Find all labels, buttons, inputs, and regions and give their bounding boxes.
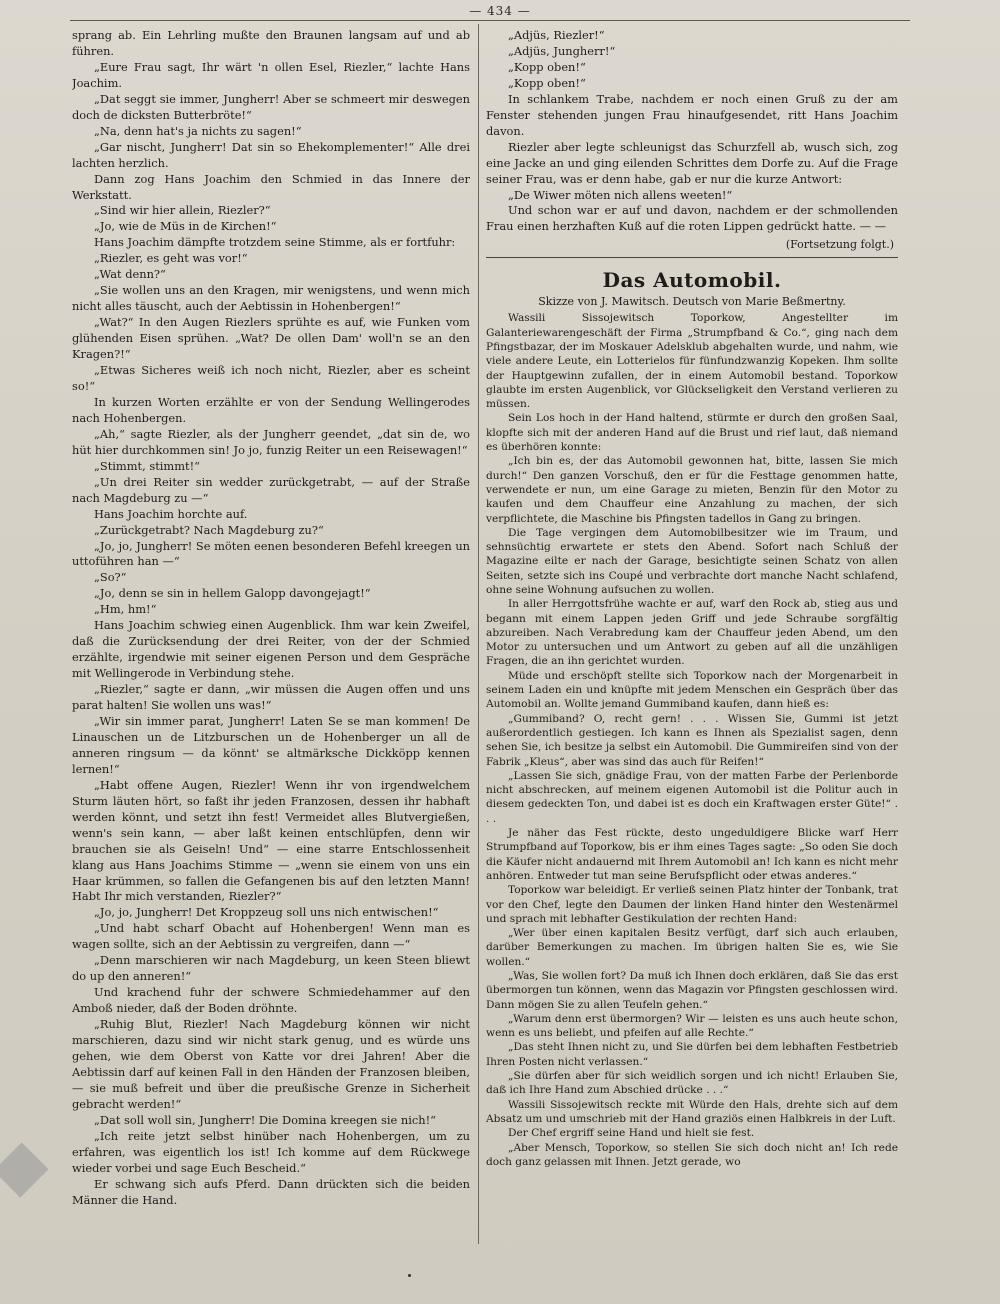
paragraph: „Kopp oben!“ [508, 75, 586, 90]
serial-continuation [486, 28, 898, 235]
paragraph: Hans Joachim horchte auf. [94, 506, 248, 521]
paragraph: „Ruhig Blut, Riezler! Nach Magdeburg können wir nicht marschieren, dazu sind wir nicht stark genug, und es würde uns gehen, wie dem Oberst von Katte vor drei Jahren! Aber die Aebtissin darf auf keinen Fall in den Händen der Franzosen bleiben, — sie muß befreit und über die preußische Grenze in Sicherheit gebracht werden!“ [72, 1017, 470, 1111]
paragraph: Die Tage vergingen dem Automobilbesitzer wie im Traum, und sehnsüchtig erwartete er stets den Abend. Sofort nach Schluß der Magazine eilte er nach der Garage, besichtigte seinen Schatz von allen Seiten, setzte sich ins Coupé und verbrachte dort manche Nacht schlafend, ohne seine Wohnung aufsuchen zu wollen. [486, 526, 898, 596]
paragraph: Er schwang sich aufs Pferd. Dann drückten sich die beiden Männer die Hand. [72, 1176, 470, 1207]
paper-speck [408, 1274, 411, 1277]
paragraph: „Adjüs, Riezler!“ [508, 28, 605, 42]
paragraph: „Riezler,“ sagte er dann, „wir müssen die Augen offen und uns parat halten! Sie wollen uns was!“ [72, 682, 470, 713]
paragraph: „Wat?“ In den Augen Riezlers sprühte es auf, wie Funken vom glühenden Eisen sprühen. „Wat? De ollen Dam' woll'n se an den Kragen?!“ [72, 315, 470, 362]
paragraph: Riezler aber legte schleunigst das Schurzfell ab, wusch sich, zog eine Jacke an und ging eilenden Schrittes dem Dorfe zu. Auf die Frage seiner Frau, was er denn habe, gab er nur die kurze Antwort: [486, 139, 898, 186]
paragraph: Wassili Sissojewitsch reckte mit Würde den Hals, drehte sich auf dem Absatz um und umschrieb mit der Hand graziös einen Halbkreis in der Luft. [486, 1098, 898, 1125]
paragraph: „Aber Mensch, Toporkow, so stellen Sie sich doch nicht an! Ich rede doch ganz gelassen mit Ihnen. Jetzt gerade, wo [486, 1141, 898, 1168]
paragraph: In kurzen Worten erzählte er von der Sendung Wellingerodes nach Hohenbergen. [72, 394, 470, 425]
paragraph: sprang ab. Ein Lehrling mußte den Braunen langsam auf und ab führen. [72, 28, 470, 58]
paragraph: „Jo, denn se sin in hellem Galopp davongejagt!“ [94, 586, 371, 601]
paragraph: „Jo, jo, Jungherr! Det Kroppzeug soll uns nich entwischen!“ [94, 905, 439, 920]
paragraph: „Stimmt, stimmt!“ [94, 458, 200, 473]
paragraph: „Kopp oben!“ [508, 59, 586, 74]
paragraph: Und krachend fuhr der schwere Schmiedehammer auf den Amboß nieder, daß der Boden dröhnte. [72, 985, 470, 1016]
paragraph: „Jo, jo, Jungherr! Se möten eenen besonderen Befehl kreegen un uttoführen han —“ [72, 538, 470, 569]
paragraph: „Warum denn erst übermorgen? Wir — leisten es uns auch heute schon, wenn es uns beliebt, und pfeifen auf alle Rechte.“ [486, 1012, 898, 1040]
paragraph: Der Chef ergriff seine Hand und hielt sie fest. [508, 1127, 755, 1140]
paragraph: „De Wiwer möten nich allens weeten!“ [508, 187, 733, 202]
paragraph: Je näher das Fest rückte, desto ungeduldigere Blicke warf Herr Strumpfband auf Toporkow, bis er ihm eines Tages sagte: „So oden Sie doch die Käufer nicht andauernd mit Ihrem Automobil an! Ich kann es nicht mehr anhören. Entweder tut man seine Berufspflicht oder etwas anderes.“ [486, 827, 898, 882]
paragraph: „Un drei Reiter sin wedder zurückgetrabt, — auf der Straße nach Magdeburg zu —“ [72, 474, 470, 505]
paragraph: „Zurückgetrabt? Nach Magdeburg zu?“ [94, 522, 324, 537]
article-separator [486, 257, 898, 258]
paragraph: „Ah,“ sagte Riezler, als der Jungherr geendet, „dat sin de, wo hüt hier durchkommen sin! Jo jo, funzig Reiter un een Reisewagen!“ [72, 426, 470, 457]
paragraph: „Dat soll woll sin, Jungherr! Die Domina kreegen sie nich!“ [94, 1112, 436, 1127]
paragraph: „Ich reite jetzt selbst hinüber nach Hohenbergen, um zu erfahren, was eigentlich los ist! Ich komme auf dem Rückwege wieder vorbei und sage Euch Bescheid.“ [72, 1128, 470, 1175]
paragraph: „Habt offene Augen, Riezler! Wenn ihr von irgendwelchem Sturm läuten hört, so faßt ihr jeden Franzosen, dessen ihr habhaft werden könnt, und setzt ihn fest! Vermeidet alles Blutvergießen, wenn's sein kann, — aber laßt keinen entschlüpfen, denn wir brauchen sie als Geiseln! Und“ — eine starre Entschlossenheit klang aus Hans Joachims Stimme — „wenn sie einem von uns ein Haar krümmen, so fallen die Gefangenen bis auf den letzten Mann! Habt Ihr mich verstanden, Riezler?“ [72, 777, 470, 904]
paragraph: „Sie dürfen aber für sich weidlich sorgen und ich nicht! Erlauben Sie, daß ich Ihre Hand zum Abschied drücke . . .“ [486, 1070, 898, 1097]
paragraph: Und schon war er auf und davon, nachdem er der schmollenden Frau einen herzhaften Kuß auf die roten Lippen gedrückt hatte. — — [486, 203, 898, 234]
paragraph: „Etwas Sicheres weiß ich noch nicht, Riezler, aber es scheint so!“ [72, 363, 470, 393]
paragraph: „Wer über einen kapitalen Besitz verfügt, darf sich auch erlauben, darüber Bemerkungen zu machen. Im übrigen halten Sie es, wie Sie wollen.“ [486, 927, 898, 968]
paragraph: „Jo, wie de Müs in de Kirchen!“ [94, 219, 277, 234]
paragraph: „Das steht Ihnen nicht zu, und Sie dürfen bei dem lebhaften Festbetrieb Ihren Posten nicht verlassen.“ [486, 1041, 898, 1068]
article-byline: Skizze von J. Mawitsch. Deutsch von Marie Beßmertny. [538, 295, 846, 309]
paragraph: „Gummiband? O, recht gern! . . . Wissen Sie, Gummi ist jetzt außerordentlich gestiegen. Ich kann es Ihnen als Spezialist sagen, denn sehen Sie, ich besitze ja selbst ein Automobil. Die Gummireifen sind von der Fabrik „Kleus“, aber was sind das auch für Reifen!“ [486, 712, 898, 768]
paragraph: Sein Los hoch in der Hand haltend, stürmte er durch den großen Saal, klopfte sich mit der anderen Hand auf die Brust und rief laut, daß niemand es überhören konnte: [486, 412, 898, 454]
paragraph: „Riezler, es geht was vor!“ [94, 251, 248, 266]
paper-stain [0, 1142, 49, 1197]
paragraph: Dann zog Hans Joachim den Schmied in das Innere der Werkstatt. [72, 171, 470, 202]
paragraph: „Lassen Sie sich, gnädige Frau, von der matten Farbe der Perlenborde nicht abschrecken, auf meinem eigenen Automobil ist die Politur auch in diesem gedeckten Ton, und dabei ist es doch ein Kraftwagen erster Güte!“ . . . [486, 769, 898, 825]
left-column [72, 28, 470, 1238]
paragraph: In aller Herrgottsfrühe wachte er auf, warf den Rock ab, stieg aus und begann mit einem Lappen jeden Griff und jede Schraube sorgfältig abzureiben. Nach Verabredung kam der Chauffeur jeden Abend, um den Motor zu untersuchen und um Antwort zu geben auf all die unzähligen Fragen, die an ihn gerichtet wurden. [486, 598, 898, 668]
right-column [486, 28, 898, 1243]
paragraph: „Was, Sie wollen fort? Da muß ich Ihnen doch erklären, daß Sie das erst übermorgen tun können, wenn das Magazin vor Pfingsten geschlossen wird. Dann mögen Sie zu allen Teufeln gehen.“ [486, 970, 898, 1011]
article-body [486, 311, 898, 1169]
column-divider [478, 24, 479, 1244]
paragraph: „Adjüs, Jungherr!“ [508, 43, 616, 58]
paragraph: „Na, denn hat's ja nichts zu sagen!“ [94, 123, 302, 138]
paragraph: „Gar nischt, Jungherr! Dat sin so Ehekomplementer!“ Alle drei lachten herzlich. [72, 139, 470, 170]
page-number: — 434 — [469, 4, 531, 18]
top-rule [70, 20, 910, 21]
paragraph: „Wir sin immer parat, Jungherr! Laten Se se man kommen! De Linauschen un de Litzburschen un de Hohenberger un all de anneren ringsum — da könnt' se altmärksche Dickköpp kennen lernen!“ [72, 713, 470, 776]
paragraph: „Ich bin es, der das Automobil gewonnen hat, bitte, lassen Sie mich durch!“ Den ganzen Vorschuß, den er für die Festtage genommen hatte, verwendete er nun, um eine Garage zu mieten, Benzin für den Motor zu kaufen und dem Chauffeur eine Anzahlung zu machen, der sich verpflichtete, die Maschine bis Pfingsten tadellos in Gang zu bringen. [486, 455, 898, 525]
paragraph: „Sind wir hier allein, Riezler?“ [94, 203, 271, 218]
paragraph: Müde und erschöpft stellte sich Toporkow nach der Morgenarbeit in seinem Laden ein und knüpfte mit jedem Menschen ein Gespräch über das Automobil an. Wollte jemand Gummiband kaufen, dann hieß es: [486, 669, 898, 711]
paragraph: „Dat seggt sie immer, Jungherr! Aber se schmeert mir deswegen doch de dicksten Butterbröte!“ [72, 91, 470, 122]
paragraph: „Sie wollen uns an den Kragen, mir wenigstens, und wenn mich nicht alles täuscht, auch der Aebtissin in Hohenbergen!“ [72, 283, 470, 314]
paragraph: „Eure Frau sagt, Ihr wärt 'n ollen Esel, Riezler,“ lachte Hans Joachim. [72, 59, 470, 90]
paragraph: „Und habt scharf Obacht auf Hohenbergen! Wenn man es wagen sollte, sich an der Aebtissin zu vergreifen, dann —“ [72, 921, 470, 952]
paragraph: „Hm, hm!“ [94, 602, 157, 617]
paragraph: Toporkow war beleidigt. Er verließ seinen Platz hinter der Tonbank, trat vor den Chef, legte den Daumen der linken Hand hinter den Westenärmel und sprach mit lebhafter Gestikulation der rechten Hand: [486, 884, 898, 925]
paragraph: Hans Joachim schwieg einen Augenblick. Ihm war kein Zweifel, daß die Zurücksendung der drei Reiter, von der der Schmied erzählte, irgendwie mit seiner eigenen Person und dem Gespräche mit Wellingerode in Verbindung stehe. [72, 618, 470, 681]
paragraph: „So?“ [94, 570, 127, 585]
paragraph: „Wat denn?“ [94, 267, 166, 282]
paragraph: In schlankem Trabe, nachdem er noch einen Gruß zu der am Fenster stehenden jungen Frau hinaufgesendet, ritt Hans Joachim davon. [486, 91, 898, 138]
paragraph: „Denn marschieren wir nach Magdeburg, un keen Steen bliewt do up den anneren!“ [72, 953, 470, 984]
article-title: Das Automobil. [602, 268, 782, 293]
continued-note: (Fortsetzung folgt.) [785, 238, 894, 252]
paragraph: Hans Joachim dämpfte trotzdem seine Stimme, als er fortfuhr: [94, 235, 456, 250]
paragraph: Wassili Sissojewitsch Toporkow, Angestellter im Galanteriewarengeschäft der Firma „Strumpfband & Co.“, ging nach dem Pfingstbazar, der im Moskauer Adelsklub abgehalten wurde, und nahm, wie viele andere Leute, ein Lotterielos für fünfundzwanzig Kopeken. Ihm sollte der Hauptgewinn zufallen, der in einem Automobil bestand. Toporkow glaubte im ersten Augenblick, vor Glückseligkeit den Verstand verlieren zu müssen. [486, 312, 898, 411]
